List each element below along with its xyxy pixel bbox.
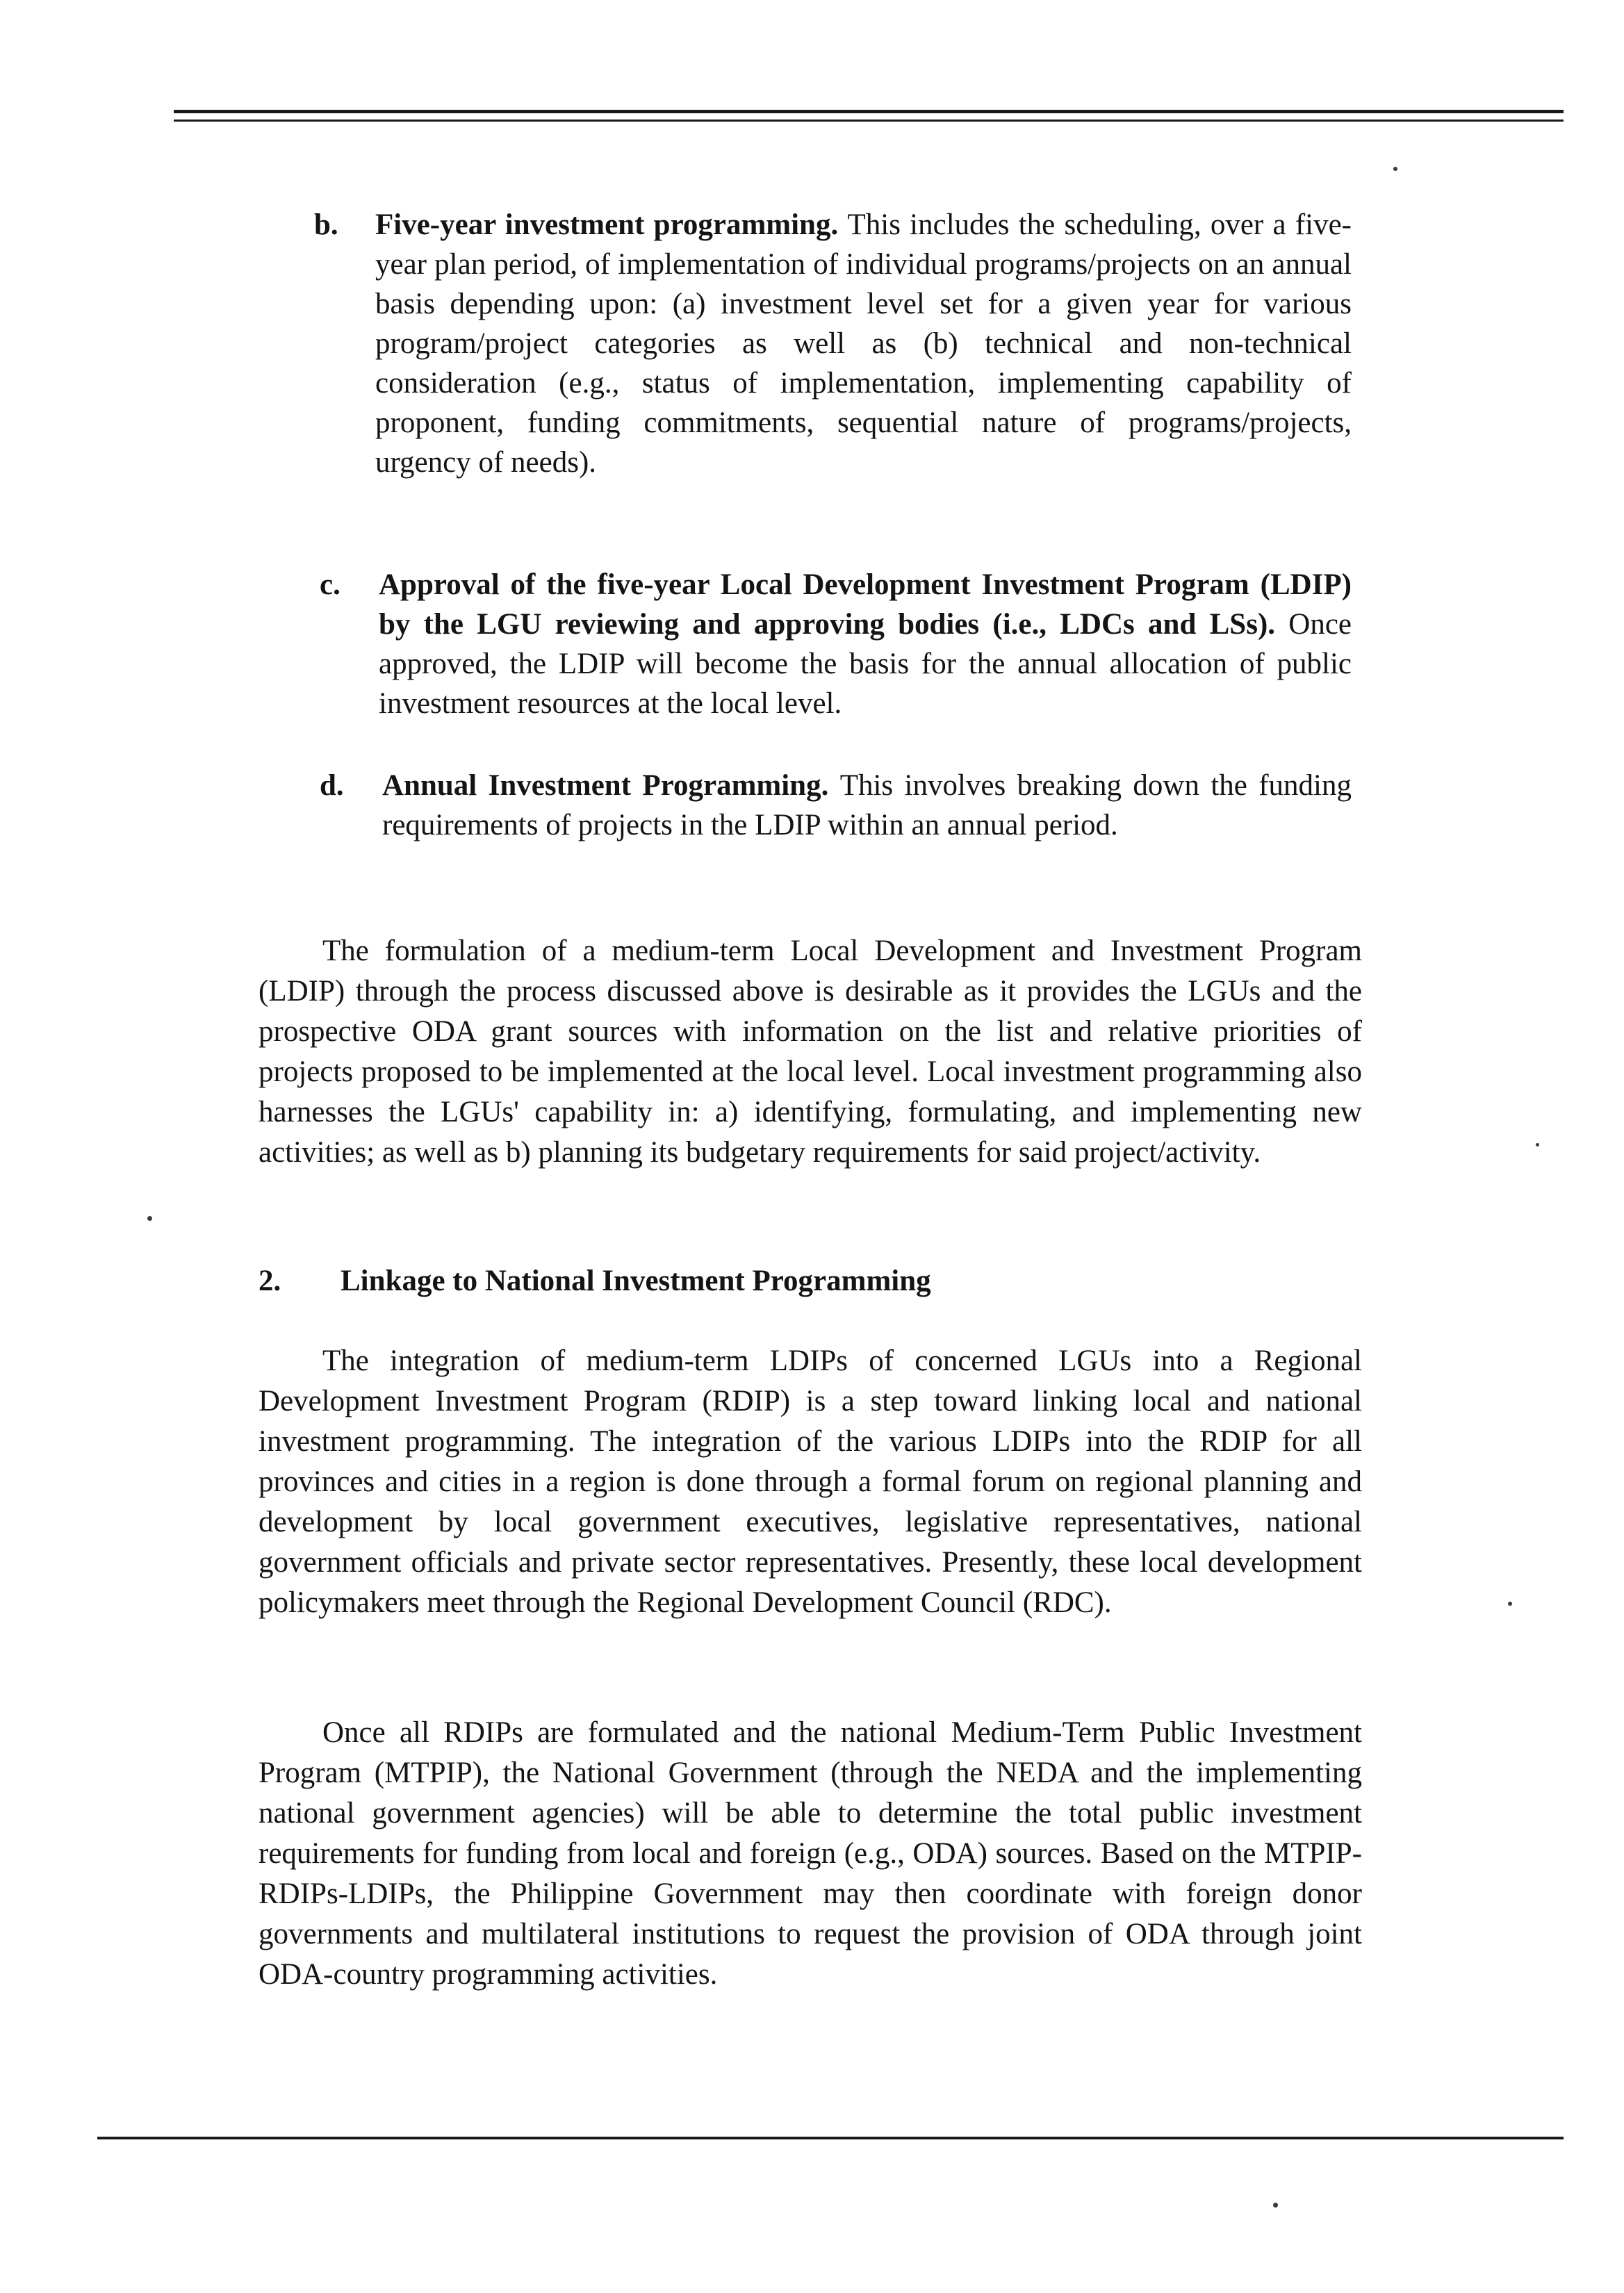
section-heading xyxy=(259,1261,931,1301)
list-marker-c: c. xyxy=(320,568,341,601)
list-marker-d: d. xyxy=(320,769,344,802)
bottom-rule xyxy=(97,2137,1564,2139)
list-item-d xyxy=(320,766,1352,845)
scan-speck xyxy=(1273,2203,1278,2208)
list-item-b-title: Five-year investment programming. xyxy=(375,208,848,241)
list-item-b xyxy=(314,205,1352,482)
scan-speck xyxy=(1393,167,1397,171)
list-item-c-title: Approval of the five-year Local Development Investment Program (LDIP) by the LGU reviewing and approving bodies (i.e., LDCs and LSs). xyxy=(379,568,1352,641)
top-double-rule-upper xyxy=(174,110,1564,113)
scan-speck xyxy=(1536,1143,1539,1146)
scan-speck xyxy=(1508,1602,1512,1606)
section-number: 2. xyxy=(259,1265,281,1297)
paragraph-rdip-integration: The integration of medium-term LDIPs of concerned LGUs into a Regional Development Investment Program (RDIP) is a step toward linking local and national investment programming. The integration of the various LDIPs into the RDIP for all provinces and cities in a region is done through a formal forum on regional planning and development by local government executives, legislative representatives, national government officials and private sector representatives. Presently, these local development policymakers meet through the Regional Development Council (RDC). xyxy=(259,1345,1362,1619)
list-item-b-body: This includes the scheduling, over a five-year plan period, of implementation of individual programs/projects on an annual basis depending upon: (a) investment level set for a given year for various program/project categories as well as (b) technical and non-technical consideration (e.g., status of implementation, implementing capability of proponent, funding commitments, sequential nature of programs/projects, urgency of needs). xyxy=(375,208,1352,479)
list-item-d-body: This involves breaking down the funding requirements of projects in the LDIP within an annual period. xyxy=(382,769,1352,841)
top-double-rule-lower xyxy=(174,120,1564,122)
list-item-c-body: Once approved, the LDIP will become the basis for the annual allocation of public investment resources at the local level. xyxy=(379,608,1352,720)
list-marker-b: b. xyxy=(314,208,338,241)
list-item-c xyxy=(320,565,1352,723)
paragraph-mtpip-coordination: Once all RDIPs are formulated and the national Medium-Term Public Investment Program (MTPIP), the National Government (through the NEDA and the implementing national government agencies) will be able to determine the total public investment requirements for funding from local and foreign (e.g., ODA) sources. Based on the MTPIP-RDIPs-LDIPs, the Philippine Government may then coordinate with foreign donor governments and multilateral institutions to request the provision of ODA through joint ODA-country programming activities. xyxy=(259,1716,1362,1991)
paragraph-ldip-formulation: The formulation of a medium-term Local Development and Investment Program (LDIP) through the process discussed above is desirable as it provides the LGUs and the prospective ODA grant sources with information on the list and relative priorities of projects proposed to be implemented at the local level. Local investment programming also harnesses the LGUs' capability in: a) identifying, formulating, and implementing new activities; as well as b) planning its budgetary requirements for said project/activity. xyxy=(259,935,1362,1169)
section-title: Linkage to National Investment Programming xyxy=(341,1265,931,1297)
list-item-d-title: Annual Investment Programming. xyxy=(382,769,840,802)
scan-speck xyxy=(147,1216,152,1221)
